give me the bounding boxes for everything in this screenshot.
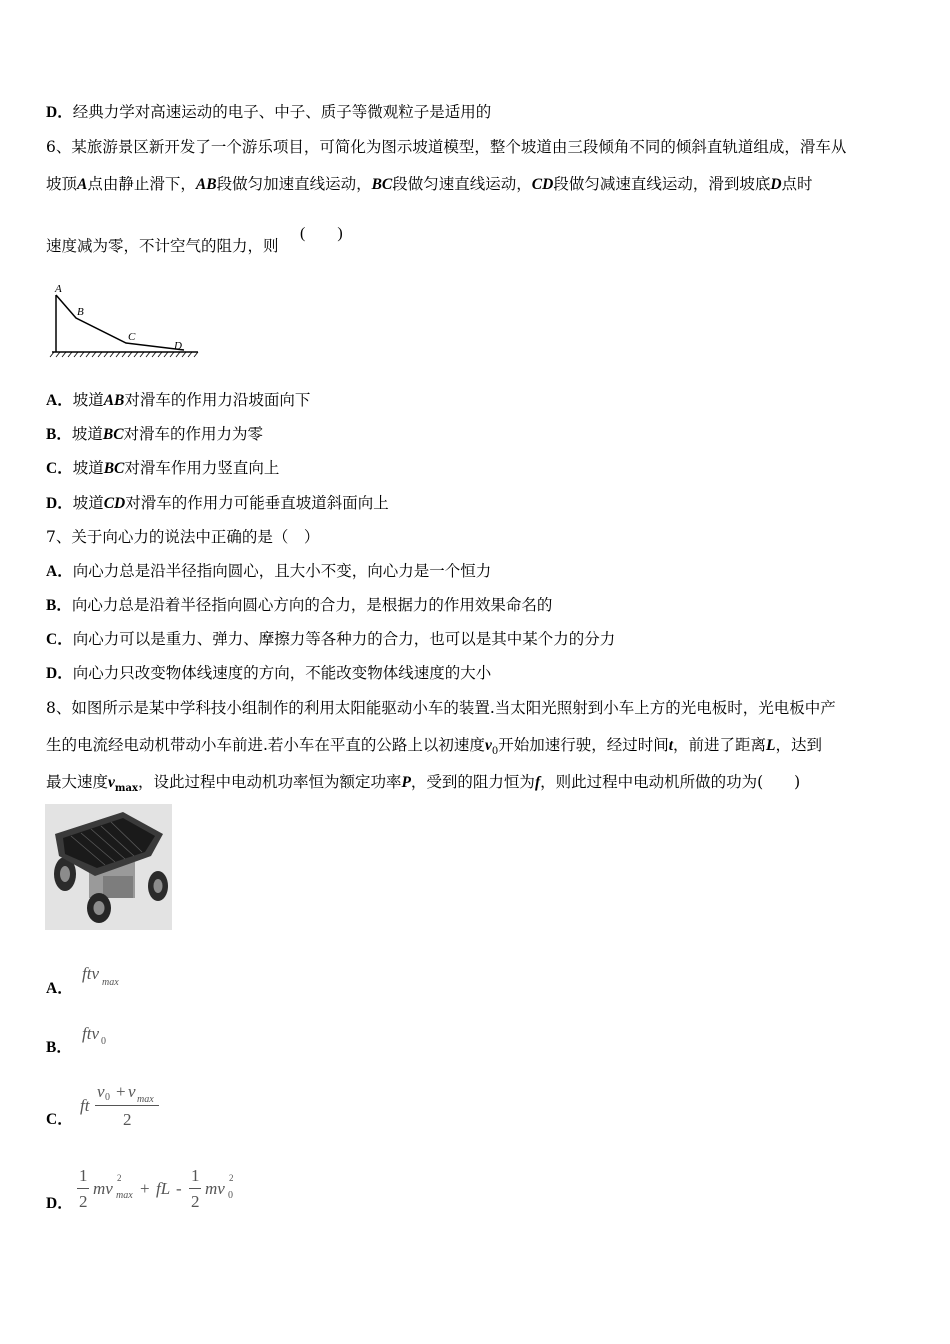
- q6-stem-line3: 速度减为零，不计空气的阻力，则: [46, 237, 279, 255]
- q6-stem-line1: 6、某旅游景区新开发了一个游乐项目，可简化为图示坡道模型，整个坡道由三段倾角不同的倾斜直轨道组成，滑车从: [46, 138, 847, 156]
- label-a: A: [55, 283, 62, 295]
- q7-option-a: A．向心力总是沿半径指向圆心，且大小不变，向心力是一个恒力: [46, 562, 492, 580]
- q6-stem-line2: 坡顶A点由静止滑下，AB段做匀加速直线运动，BC段做匀速直线运动，CD段做匀减速直线运动，滑到坡底D点时: [46, 175, 813, 193]
- slope-diagram: [46, 280, 206, 360]
- q8-option-c-formula: ft v 0 + v max 2: [80, 1082, 170, 1132]
- label-d: D: [174, 340, 182, 352]
- q8-option-c-label: C．: [46, 1111, 73, 1128]
- q8-stem-line2: 生的电流经电动机带动小车前进.若小车在平直的公路上以初速度$v_0$开始加速行驶，经过时间t，前进了距离L，达到: [46, 736, 823, 758]
- q8-stem-line1: 8、如图所示是某中学科技小组制作的利用太阳能驱动小车的装置.当太阳光照射到小车上方的光电板时，光电板中产: [46, 699, 836, 717]
- q8-option-b-label: B．: [46, 1039, 72, 1056]
- slope-track: [56, 295, 184, 350]
- q8-option-d-label: D．: [46, 1195, 73, 1212]
- q6-option-a: A．坡道AB对滑车的作用力沿坡面向下: [46, 391, 311, 409]
- q8-stem-line3: 最大速度$v_{max}$，设此过程中电动机功率恒为额定功率P，受到的阻力恒为f，则此过程中电动机所做的功为( ): [46, 773, 801, 795]
- q7-stem: 7、关于向心力的说法中正确的是（ ）: [46, 528, 320, 546]
- fraction-bar: [189, 1188, 201, 1189]
- solar-car-photo: [45, 804, 172, 930]
- q8-option-a-label: A．: [46, 980, 73, 997]
- q7-option-b: B．向心力总是沿着半径指向圆心方向的合力，是根据力的作用效果命名的: [46, 596, 553, 614]
- q6-option-c: C．坡道BC对滑车作用力竖直向上: [46, 459, 280, 477]
- fraction-bar: [77, 1188, 89, 1189]
- q6-option-b: B．坡道BC对滑车的作用力为零: [46, 425, 264, 443]
- q7-option-c: C．向心力可以是重力、弹力、摩擦力等各种力的合力，也可以是其中某个力的分力: [46, 630, 616, 648]
- q6-answer-paren: ( ): [300, 225, 343, 242]
- q7-option-d: D．向心力只改变物体线速度的方向，不能改变物体线速度的大小: [46, 664, 492, 682]
- label-c: C: [128, 331, 136, 343]
- label-b: B: [77, 306, 84, 318]
- q8-option-d-formula: 1 2 mv 2 max + fL - 1 2 mv 2 0: [79, 1166, 234, 1211]
- fraction-bar: [95, 1105, 159, 1106]
- q6-option-d: D．坡道CD对滑车的作用力可能垂直坡道斜面向上: [46, 494, 389, 512]
- q5-option-d: D．经典力学对高速运动的电子、中子、质子等微观粒子是适用的: [46, 103, 492, 121]
